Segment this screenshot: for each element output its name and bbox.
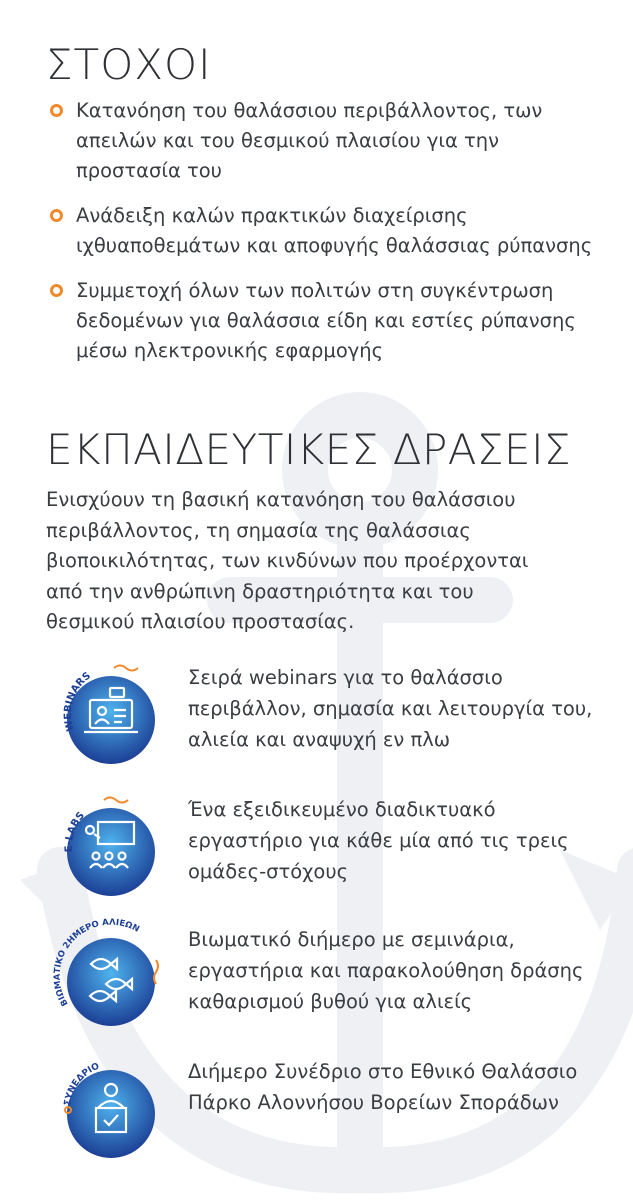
bullet-ring-icon (50, 284, 63, 297)
badge-label: ΒΙΩΜΑΤΙΚΟ 2ΗΜΕΡΟ ΑΛΙΕΩΝ (52, 917, 141, 1008)
badge-label: E-LABS (63, 810, 88, 853)
elabs-badge (46, 782, 166, 902)
goal-item (48, 96, 608, 186)
activity-conference (46, 1044, 606, 1164)
actions-heading: ΕΚΠΑΙΔΕΥΤΙΚΕΣ ΔΡΑΣΕΙΣ (46, 425, 571, 474)
bullet-ring-icon (50, 209, 63, 222)
actions-intro: Ενισχύουν τη βασική κατανόηση του θαλάσσιου περιβάλλοντος, τη σημασία της θαλάσσιας βιοποικιλότητας, των κινδύνων που προέρχονται από την ανθρώπινη δραστηριότητα και του θεσμικού πλαισίου προστασίας. (46, 488, 529, 633)
fishermen-badge (46, 912, 166, 1032)
conference-badge (46, 1044, 166, 1164)
activity-webinars (46, 650, 606, 770)
bullet-ring-icon (50, 104, 63, 117)
goal-item (48, 276, 608, 366)
goal-text: Ανάδειξη καλών πρακτικών διαχείρισης ιχθυαποθεμάτων και αποφυγής θαλάσσιας ρύπανσης (76, 204, 593, 257)
goals-list (48, 96, 608, 381)
activity-fishermen (46, 912, 606, 1032)
webinars-badge (46, 650, 166, 770)
goal-text: Συμμετοχή όλων των πολιτών στη συγκέντρωση δεδομένων για θαλάσσια είδη και εστίες ρύπανσης μέσω ηλεκτρονικής εφαρμογής (76, 279, 576, 362)
badge-label: ΣΥΝΕΔΡΙΟ (62, 1061, 101, 1107)
goal-text: Κατανόηση του θαλάσσιου περιβάλλοντος, των απειλών και του θεσμικού πλαισίου για την προστασία του (76, 99, 543, 182)
goals-heading: ΣΤΟΧΟΙ (46, 40, 212, 89)
activity-elabs (46, 782, 606, 902)
activity-text: Ένα εξειδικευμένο διαδικτυακό εργαστήριο για κάθε μία από τις τρεις ομάδες-στόχους (188, 798, 569, 883)
activity-text: Βιωματικό διήμερο με σεμινάρια, εργαστήρια και παρακολούθηση δράσης καθαρισμού βυθού για αλιείς (188, 928, 584, 1013)
activity-text: Σειρά webinars για το θαλάσσιο περιβάλλον, σημασία και λειτουργία του, αλιεία και αναψυχή εν πλω (188, 666, 593, 751)
activity-text: Διήμερο Συνέδριο στο Εθνικό Θαλάσσιο Πάρκο Αλοννήσου Βορείων Σποράδων (188, 1060, 578, 1114)
badge-label: WEBINARS (62, 670, 93, 733)
goal-item (48, 201, 608, 261)
